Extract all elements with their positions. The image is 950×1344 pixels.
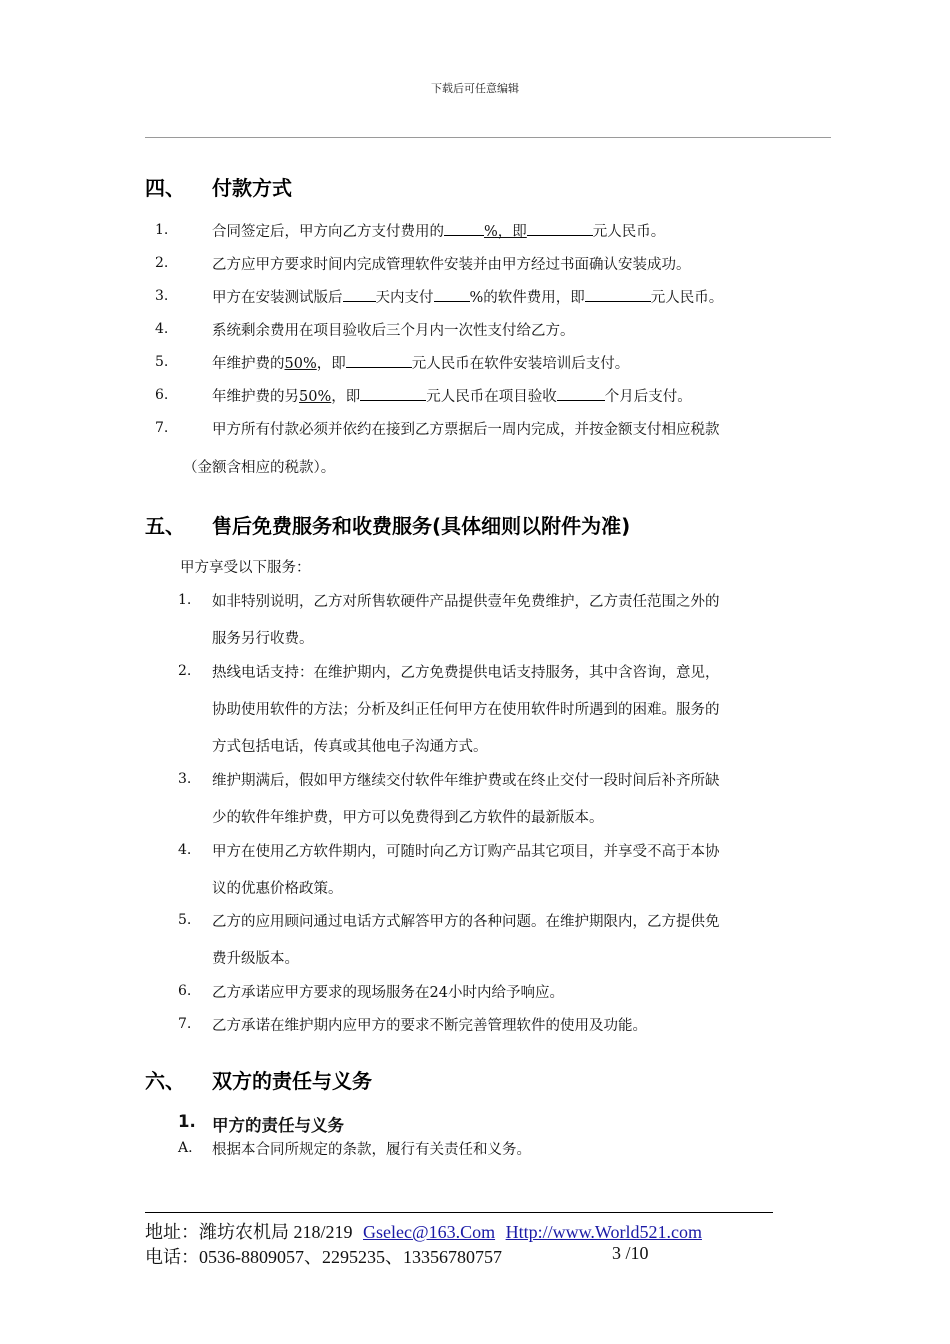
blank-field[interactable] bbox=[360, 386, 426, 401]
s5-item-6-line-1: 乙方承诺应甲方要求的现场服务在24小时内给予响应。 bbox=[212, 985, 564, 1001]
footer-divider bbox=[145, 1212, 773, 1213]
s5-item-7-number: 7. bbox=[178, 1016, 192, 1032]
s5-item-1-line-2: 服务另行收费。 bbox=[212, 631, 314, 647]
s4-item-6-text: 年维护费的另50%，即 元人民币在项目验收 个月后支付。 bbox=[212, 385, 692, 406]
s5-item-4-line-2: 议的优惠价格政策。 bbox=[212, 881, 343, 897]
header-note: 下载后可任意编辑 bbox=[431, 82, 519, 95]
section-6-title: 双方的责任与义务 bbox=[212, 1069, 372, 1093]
footer-address-line bbox=[145, 1218, 702, 1244]
s5-item-7-line-1: 乙方承诺在维护期内应甲方的要求不断完善管理软件的使用及功能。 bbox=[212, 1018, 647, 1034]
s4-item-5-number: 5. bbox=[155, 354, 169, 370]
s5-item-3-number: 3. bbox=[178, 771, 192, 787]
s6-subheading-number: 1. bbox=[178, 1112, 196, 1131]
s5-item-5-line-2: 费升级版本。 bbox=[212, 951, 299, 967]
s5-item-3-line-2: 少的软件年维护费，甲方可以免费得到乙方软件的最新版本。 bbox=[212, 810, 604, 826]
s4-item-4-number: 4. bbox=[155, 321, 169, 337]
s4-item-2-text: 乙方应甲方要求时间内完成管理软件安装并由甲方经过书面确认安装成功。 bbox=[212, 257, 691, 273]
s5-item-3-line-1: 维护期满后，假如甲方继续交付软件年维护费或在终止交付一段时间后补齐所缺 bbox=[212, 773, 720, 789]
s4-item-1-text: 合同签定后，甲方向乙方支付费用的 %，即 元人民币。 bbox=[212, 220, 665, 241]
s4-item-4-text: 系统剩余费用在项目验收后三个月内一次性支付给乙方。 bbox=[212, 323, 575, 339]
s5-item-1-number: 1. bbox=[178, 592, 192, 608]
s4-item-3-number: 3. bbox=[155, 288, 169, 304]
section-5-number: 五、 bbox=[145, 514, 185, 538]
s5-item-1-line-1: 如非特别说明，乙方对所售软硬件产品提供壹年免费维护，乙方责任范围之外的 bbox=[212, 594, 720, 610]
blank-field[interactable] bbox=[585, 287, 651, 302]
s6-item-a-number: A. bbox=[178, 1140, 193, 1156]
footer-email-link[interactable]: Gselec@163.Com bbox=[363, 1222, 496, 1242]
section-4-title: 付款方式 bbox=[212, 176, 292, 200]
s4-item-7-continuation: （金额含相应的税款）。 bbox=[183, 460, 336, 476]
s5-item-2-line-1: 热线电话支持：在维护期内，乙方免费提供电话支持服务，其中含咨询，意见， bbox=[212, 665, 720, 681]
section-6-number: 六、 bbox=[145, 1069, 185, 1093]
s5-intro: 甲方享受以下服务： bbox=[180, 560, 311, 576]
s4-item-5-text: 年维护费的50%，即 元人民币在软件安装培训后支付。 bbox=[212, 352, 629, 373]
section-5-title: 售后免费服务和收费服务(具体细则以附件为准) bbox=[212, 514, 631, 538]
s4-item-3-text: 甲方在安装测试版后 天内支付 %的软件费用，即 元人民币。 bbox=[212, 286, 723, 307]
s5-item-2-line-2: 协助使用软件的方法；分析及纠正任何甲方在使用软件时所遇到的困难。服务的 bbox=[212, 702, 720, 718]
blank-field[interactable] bbox=[343, 287, 376, 302]
s4-item-7-number: 7. bbox=[155, 420, 169, 436]
blank-field[interactable] bbox=[346, 353, 412, 368]
blank-field[interactable] bbox=[527, 221, 593, 236]
blank-field[interactable] bbox=[434, 287, 470, 302]
s5-item-5-line-1: 乙方的应用顾问通过电话方式解答甲方的各种问题。在维护期限内，乙方提供免 bbox=[212, 914, 720, 930]
footer-address: 地址：潍坊农机局 218/219 bbox=[145, 1222, 353, 1242]
s6-item-a-text: 根据本合同所规定的条款，履行有关责任和义务。 bbox=[212, 1142, 531, 1158]
s5-item-5-number: 5. bbox=[178, 912, 192, 928]
s4-item-6-number: 6. bbox=[155, 387, 169, 403]
blank-field[interactable] bbox=[557, 386, 605, 401]
footer-phone: 电话：0536-8809057、2295235、13356780757 bbox=[145, 1247, 502, 1267]
s6-subheading-title: 甲方的责任与义务 bbox=[212, 1116, 344, 1135]
s4-item-7-text: 甲方所有付款必须并依约在接到乙方票据后一周内完成，并按金额支付相应税款 bbox=[212, 422, 720, 438]
footer-website-link[interactable]: Http://www.World521.com bbox=[505, 1222, 702, 1242]
blank-field[interactable] bbox=[444, 221, 484, 236]
s5-item-2-line-3: 方式包括电话，传真或其他电子沟通方式。 bbox=[212, 739, 488, 755]
s4-item-1-number: 1. bbox=[155, 222, 169, 238]
page-number: 3 /10 bbox=[612, 1243, 649, 1263]
s5-item-4-number: 4. bbox=[178, 842, 192, 858]
s4-item-2-number: 2. bbox=[155, 255, 169, 271]
section-4-number: 四、 bbox=[145, 176, 185, 200]
s5-item-4-line-1: 甲方在使用乙方软件期内，可随时向乙方订购产品其它项目，并享受不高于本协 bbox=[212, 844, 720, 860]
s5-item-6-number: 6. bbox=[178, 983, 192, 999]
s5-item-2-number: 2. bbox=[178, 663, 192, 679]
header-divider bbox=[145, 137, 831, 138]
